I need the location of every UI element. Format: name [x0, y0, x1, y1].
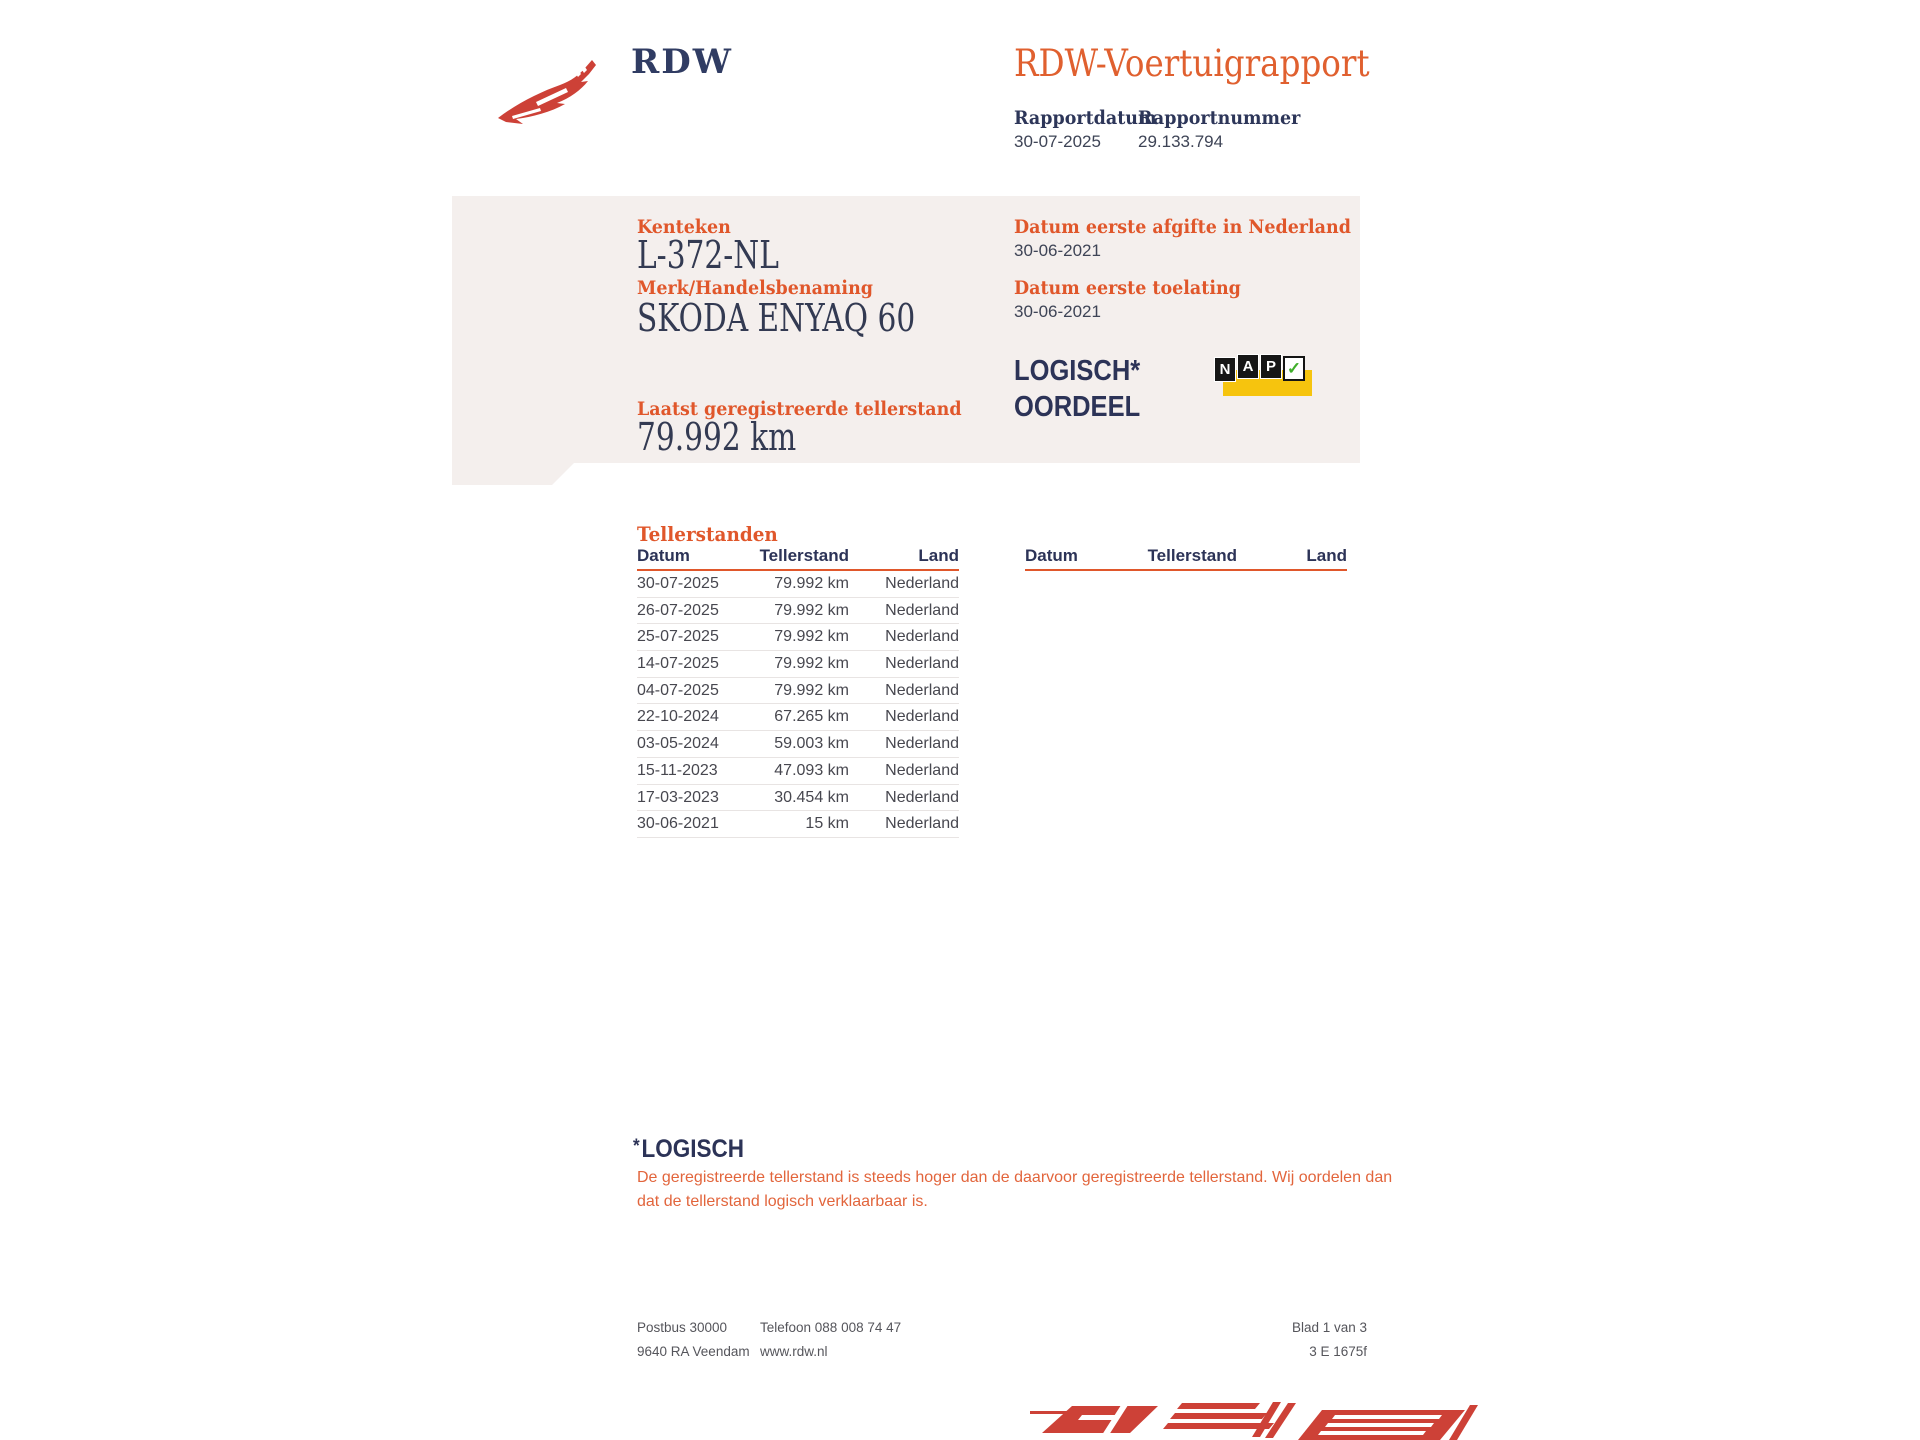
afgifte-label: Datum eerste afgifte in Nederland	[1014, 216, 1351, 238]
report-date-label: Rapportdatum	[1014, 107, 1157, 129]
vehicle-summary-panel-tab	[452, 463, 574, 485]
column-header-datum: Datum	[637, 546, 690, 565]
nap-letter-tile: P	[1260, 354, 1282, 379]
footer-phone: Telefoon 088 008 74 47	[760, 1320, 902, 1335]
column-header-land: Land	[1306, 546, 1347, 565]
oordeel-line2: OORDEEL	[1014, 391, 1141, 423]
meter-value: 79.992 km	[774, 681, 849, 699]
meter-date: 30-07-2025	[637, 575, 719, 592]
meter-country: Nederland	[885, 815, 959, 833]
nap-letter-tile: A	[1237, 354, 1259, 379]
footnote-asterisk: *	[633, 1136, 640, 1157]
table-row	[637, 704, 959, 731]
nap-checkmark-icon: ✓	[1283, 356, 1305, 381]
footer-page-number: Blad 1 van 3	[1291, 1320, 1367, 1335]
meter-country: Nederland	[885, 601, 959, 619]
rdw-speed-stripes-icon	[1030, 1400, 1480, 1440]
meter-date: 04-07-2025	[637, 681, 719, 699]
meter-value: 30.454 km	[774, 788, 849, 806]
report-number-label: Rapportnummer	[1138, 107, 1301, 129]
report-number-value: 29.133.794	[1138, 132, 1224, 151]
meter-readings-table-empty	[1025, 546, 1347, 571]
meter-date: 22-10-2024	[637, 708, 719, 726]
meter-country: Nederland	[885, 655, 959, 673]
meter-table-header	[637, 546, 959, 571]
meter-date: 03-05-2024	[637, 735, 719, 753]
toelating-value: 30-06-2021	[1014, 302, 1101, 321]
footnote-title	[633, 1135, 744, 1164]
table-row	[637, 571, 959, 598]
table-row	[637, 624, 959, 651]
meter-value: 79.992 km	[774, 575, 849, 592]
meter-date: 14-07-2025	[637, 655, 719, 673]
meter-value: 47.093 km	[774, 761, 849, 779]
footnote-text: De geregistreerde tellerstand is steeds hoger dan de daarvoor geregistreerde tellerstand. Wij oordelen dan dat de tellerstand logisch verklaarbaar is.	[637, 1169, 1393, 1210]
toelating-label: Datum eerste toelating	[1014, 277, 1241, 299]
meter-country: Nederland	[885, 708, 959, 726]
table-row	[637, 811, 959, 838]
meter-value: 79.992 km	[774, 628, 849, 646]
footer-form-code: 3 E 1675f	[1309, 1344, 1367, 1359]
footer-website: www.rdw.nl	[760, 1344, 828, 1359]
column-header-datum: Datum	[1025, 546, 1078, 565]
meter-value: 79.992 km	[774, 601, 849, 619]
kenteken-label: Kenteken	[637, 216, 731, 238]
tellerstanden-section-title: Tellerstanden	[637, 522, 778, 546]
table-row	[637, 785, 959, 812]
table-row	[637, 598, 959, 625]
meter-country: Nederland	[885, 735, 959, 753]
merk-label: Merk/Handelsbenaming	[637, 277, 874, 299]
meter-value: 79.992 km	[774, 655, 849, 673]
meter-table-header	[1025, 546, 1347, 571]
nap-logo	[1214, 354, 1314, 398]
footnote-title-text: LOGISCH	[641, 1135, 744, 1163]
page-title: RDW-Voertuigrapport	[1014, 42, 1370, 85]
meter-date: 30-06-2021	[637, 815, 719, 833]
tellerstand-value: 79.992 km	[637, 415, 797, 459]
meter-table-rows	[637, 571, 959, 838]
afgifte-value: 30-06-2021	[1014, 241, 1101, 260]
oordeel-line1: LOGISCH*	[1014, 355, 1141, 387]
meter-value: 15 km	[805, 815, 849, 833]
table-row	[637, 731, 959, 758]
kenteken-value: L-372-NL	[637, 233, 779, 277]
tellerstand-label: Laatst geregistreerde tellerstand	[637, 398, 962, 420]
column-header-tellerstand: Tellerstand	[759, 546, 849, 565]
meter-country: Nederland	[885, 628, 959, 646]
table-row	[637, 758, 959, 785]
merk-value: SKODA ENYAQ 60	[637, 296, 916, 340]
column-header-land: Land	[918, 546, 959, 565]
meter-country: Nederland	[885, 788, 959, 806]
rdw-wordmark: RDW	[631, 42, 733, 82]
meter-value: 67.265 km	[774, 708, 849, 726]
oordeel-text	[1014, 353, 1140, 425]
meter-value: 59.003 km	[774, 735, 849, 753]
meter-country: Nederland	[885, 761, 959, 779]
meter-readings-table	[637, 546, 959, 838]
meter-date: 15-11-2023	[637, 761, 718, 779]
footer-po-box: Postbus 30000	[637, 1320, 728, 1335]
footer-city: 9640 RA Veendam	[637, 1344, 750, 1359]
meter-country: Nederland	[885, 575, 959, 592]
nap-letter-tile: N	[1214, 357, 1236, 382]
column-header-tellerstand: Tellerstand	[1147, 546, 1237, 565]
meter-date: 25-07-2025	[637, 628, 719, 646]
table-row	[637, 651, 959, 678]
rdw-feather-logo-icon	[496, 58, 616, 128]
report-date-value: 30-07-2025	[1014, 132, 1101, 151]
meter-date: 17-03-2023	[637, 788, 719, 806]
table-row	[637, 678, 959, 705]
meter-date: 26-07-2025	[637, 601, 719, 619]
meter-country: Nederland	[885, 681, 959, 699]
